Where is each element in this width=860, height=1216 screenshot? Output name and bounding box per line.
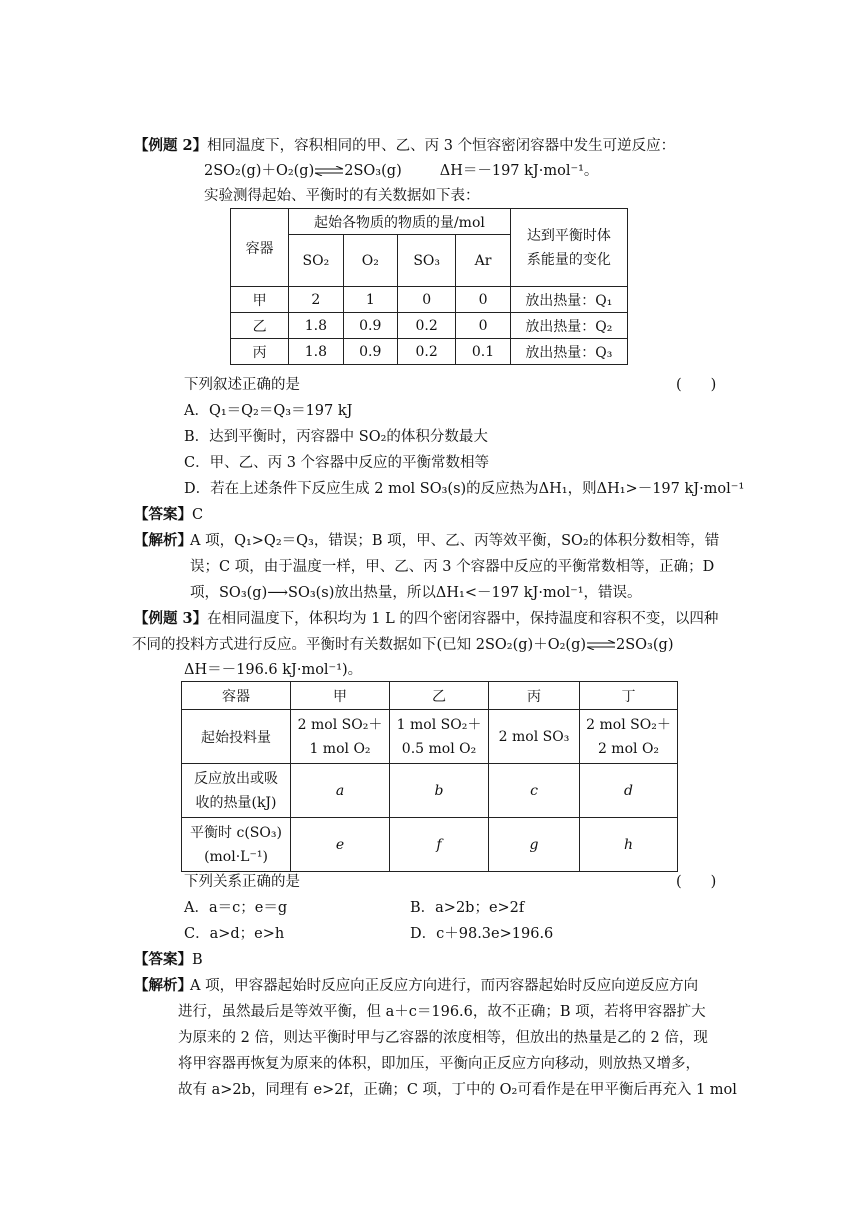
answer-value: C (192, 507, 204, 523)
feed-cell (390, 710, 489, 764)
example-2-heading (134, 136, 675, 156)
cell: e (291, 818, 390, 872)
example-3-question: 下列关系正确的是 (184, 874, 300, 890)
row-name: 乙 (231, 313, 289, 339)
cell: 1 (343, 287, 397, 313)
header-energy-change (510, 209, 627, 287)
conc-label (182, 818, 291, 872)
example-3-analysis-line: A 项，甲容器起始时反应向正反应方向进行，而丙容器起始时反应向逆反应方向 (190, 978, 699, 994)
cell: 0.9 (343, 339, 397, 365)
example-2-title: 【例题 2】 (134, 137, 208, 154)
cell: d (580, 764, 678, 818)
example-3-option-d: D．c＋98.3e>196.6 (410, 926, 554, 942)
example-3-data-table (181, 681, 678, 872)
example-2-intro-2: 实验测得起始、平衡时的有关数据如下表： (204, 188, 480, 204)
cell: 放出热量：Q₃ (510, 339, 627, 365)
cell: h (580, 818, 678, 872)
header-bing: 丙 (489, 682, 580, 710)
cell: 2 (289, 287, 343, 313)
cell: f (390, 818, 489, 872)
example-2-analysis-label: 【解析】 (134, 532, 192, 549)
conc-label-line: (mol·L⁻¹) (204, 848, 268, 865)
example-3-option-a: A．a＝c；e＝g (184, 900, 288, 916)
example-2-option-b: B．达到平衡时，丙容器中 SO₂的体积分数最大 (184, 429, 488, 445)
header-jia: 甲 (291, 682, 390, 710)
example-3-intro: 在相同温度下，体积均为 1 L 的四个密闭容器中，保持温度和容积不变，以四种 (207, 611, 719, 627)
example-3-intro-3: ΔH＝－196.6 kJ·mol⁻¹)。 (184, 662, 363, 678)
example-2-option-a: A．Q₁＝Q₂＝Q₃＝197 kJ (184, 403, 353, 419)
species-header: SO₂ (289, 235, 343, 287)
cell: 0.2 (397, 313, 455, 339)
example-3-option-c: C．a>d；e>h (184, 926, 285, 942)
example-2-question: 下列叙述正确的是 (184, 377, 300, 393)
feed-line: 2 mol O₂ (597, 740, 660, 757)
example-3-option-b: B．a>2b；e>2f (410, 900, 525, 916)
cell: g (489, 818, 580, 872)
equation-left: 2SO₂(g)＋O₂(g) (204, 163, 315, 179)
example-3-title: 【例题 3】 (134, 610, 208, 627)
heat-label-line: 反应放出或吸 (194, 770, 278, 787)
row-name: 丙 (231, 339, 289, 365)
answer-label: 【答案】 (134, 951, 192, 968)
answer-label: 【答案】 (134, 506, 192, 523)
intro-2-right: 2SO₃(g) (616, 637, 674, 653)
feed-line: 2 mol SO₂＋ (586, 716, 671, 733)
heat-label (182, 764, 291, 818)
equation-enthalpy: ΔH＝－197 kJ·mol⁻¹。 (439, 163, 599, 179)
table-row (182, 818, 678, 872)
cell: 0 (397, 287, 455, 313)
feed-label: 起始投料量 (182, 710, 291, 764)
feed-line: 1 mol SO₂＋ (396, 716, 482, 733)
species-header: O₂ (343, 235, 397, 287)
example-3-analysis-line: 将甲容器再恢复为原来的体积，即加压，平衡向正反应方向移动，则放热又增多， (178, 1056, 700, 1072)
cell: 0.2 (397, 339, 455, 365)
example-2-answer (134, 505, 203, 525)
cell: b (390, 764, 489, 818)
example-2-analysis-line: 项，SO₃(g)⟶SO₃(s)放出热量，所以ΔH₁<－197 kJ·mol⁻¹，错误。 (190, 585, 642, 601)
feed-line: 2 mol SO₂＋ (297, 716, 383, 733)
header-ding: 丁 (580, 682, 678, 710)
example-3-heading (134, 609, 718, 629)
header-yi: 乙 (390, 682, 489, 710)
example-2-option-d: D．若在上述条件下反应生成 2 mol SO₃(s)的反应热为ΔH₁，则ΔH₁>－197 kJ·mol⁻¹ (184, 481, 745, 497)
table-row (231, 313, 628, 339)
cell: 0.1 (456, 339, 510, 365)
row-name: 甲 (231, 287, 289, 313)
species-header: SO₃ (397, 235, 455, 287)
table-row (182, 764, 678, 818)
feed-line: 0.5 mol O₂ (401, 740, 477, 757)
cell: 放出热量：Q₂ (510, 313, 627, 339)
example-2-analysis-line: 误；C 项，由于温度一样，甲、乙、丙 3 个容器中反应的平衡常数相等，正确；D (190, 559, 715, 575)
equilibrium-arrow-icon (314, 166, 344, 176)
example-2-analysis-line: A 项，Q₁>Q₂＝Q₃，错误；B 项，甲、乙、丙等效平衡，SO₂的体积分数相等，错 (190, 533, 720, 549)
feed-cell: 2 mol SO₃ (489, 710, 580, 764)
answer-value: B (192, 952, 203, 968)
example-3-intro-2 (132, 635, 673, 655)
example-2-answer-paren: ( ) (676, 377, 717, 393)
example-2-equation (204, 161, 598, 181)
intro-2-left: 不同的投料方式进行反应。平衡时有关数据如下(已知 2SO₂(g)＋O₂(g) (132, 637, 587, 653)
example-2-data-table (230, 208, 628, 365)
cell: a (291, 764, 390, 818)
feed-line: 1 mol O₂ (309, 740, 371, 757)
header-energy-line-1: 达到平衡时体 (526, 227, 611, 244)
cell: c (489, 764, 580, 818)
cell: 0.9 (343, 313, 397, 339)
example-2-option-c: C．甲、乙、丙 3 个容器中反应的平衡常数相等 (184, 455, 490, 471)
cell: 放出热量：Q₁ (510, 287, 627, 313)
conc-label-line: 平衡时 c(SO₃) (190, 824, 282, 841)
feed-cell (291, 710, 390, 764)
cell: 0 (456, 287, 510, 313)
example-3-analysis-line: 故有 a>2b，同理有 e>2f，正确；C 项，丁中的 O₂可看作是在甲平衡后再充入 1 mol (178, 1082, 737, 1098)
cell: 1.8 (289, 339, 343, 365)
example-3-analysis-line: 为原来的 2 倍，则达平衡时甲与乙容器的浓度相等，但放出的热量是乙的 2 倍，现 (178, 1030, 708, 1046)
example-3-analysis-line: 进行，虽然最后是等效平衡，但 a＋c＝196.6，故不正确；B 项，若将甲容器扩大 (178, 1004, 706, 1020)
feed-cell (580, 710, 678, 764)
cell: 1.8 (289, 313, 343, 339)
example-3-answer (134, 950, 203, 970)
equation-right: 2SO₃(g) (344, 163, 402, 179)
heat-label-line: 收的热量(kJ) (195, 794, 277, 811)
table-row (182, 710, 678, 764)
cell: 0 (456, 313, 510, 339)
table-row (231, 339, 628, 365)
example-2-intro: 相同温度下，容积相同的甲、乙、丙 3 个恒容密闭容器中发生可逆反应： (207, 138, 676, 154)
header-energy-line-2: 系能量的变化 (526, 251, 611, 268)
header-container: 容器 (231, 209, 289, 287)
species-header: Ar (456, 235, 510, 287)
equilibrium-arrow-icon (586, 640, 616, 650)
example-3-answer-paren: ( ) (676, 874, 717, 890)
table-row (231, 287, 628, 313)
header-initial-amount: 起始各物质的物质的量/mol (289, 209, 511, 235)
example-3-analysis-label: 【解析】 (134, 977, 192, 994)
header-container: 容器 (182, 682, 291, 710)
